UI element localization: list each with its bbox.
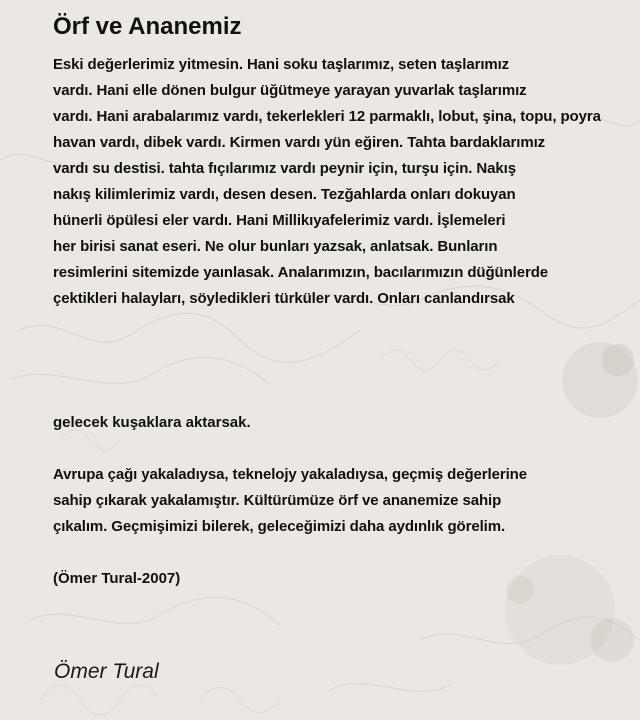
poem-line: havan vardı, dibek vardı. Kirmen vardı yün eğiren. Tahta bardaklarımız <box>53 134 546 151</box>
poem-line: vardı su destisi. tahta fıçılarımız vardı peynir için, turşu için. Nakış <box>53 160 516 177</box>
poem-line: resimlerini sitemizde yaınlasak. Analarımızın, bacılarımızın düğünlerde <box>53 264 549 281</box>
poem-line: hünerli öpülesi eler vardı. Hani Millikıyafelerimiz vardı. İşlemeleri <box>53 212 506 229</box>
poem-paragraph-3 <box>53 462 527 540</box>
poem-paragraph-1 <box>53 52 640 312</box>
poem-line: çektikleri halayları, söyledikleri türküler vardı. Onları canlandırsak <box>53 290 515 307</box>
poem-line: vardı. Hani arabalarımız vardı, tekerlekleri 12 parmaklı, lobut, şina, topu, poyra <box>53 108 601 125</box>
poem-line: Eski değerlerimiz yitmesin. Hani soku taşlarımız, seten taşlarımız <box>53 56 510 73</box>
poem-date-signature: (Ömer Tural-2007) <box>53 570 181 587</box>
poem-line: her birisi sanat eseri. Ne olur bunları yazsak, anlatsak. Bunların <box>53 238 498 255</box>
poem-title: Örf ve Ananemiz <box>53 13 242 40</box>
poem-line: sahip çıkarak yakalamıştır. Kültürümüze örf ve ananemize sahip <box>53 492 502 509</box>
poem-line: vardı. Hani elle dönen bulgur üğütmeye yarayan yuvarlak taşlarımız <box>53 82 527 99</box>
poem-line: nakış kilimlerimiz vardı, desen desen. Tezğahlarda onları dokuyan <box>53 186 516 203</box>
poem-line: çıkalım. Geçmişimizi bilerek, geleceğimizi daha aydınlık görelim. <box>53 518 506 535</box>
poem-paragraph-2: gelecek kuşaklara aktarsak. <box>53 414 251 431</box>
poem-line: Avrupa çağı yakaladıysa, teknelojy yakaladıysa, geçmiş değerlerine <box>53 466 527 483</box>
author-name: Ömer Tural <box>54 660 159 683</box>
